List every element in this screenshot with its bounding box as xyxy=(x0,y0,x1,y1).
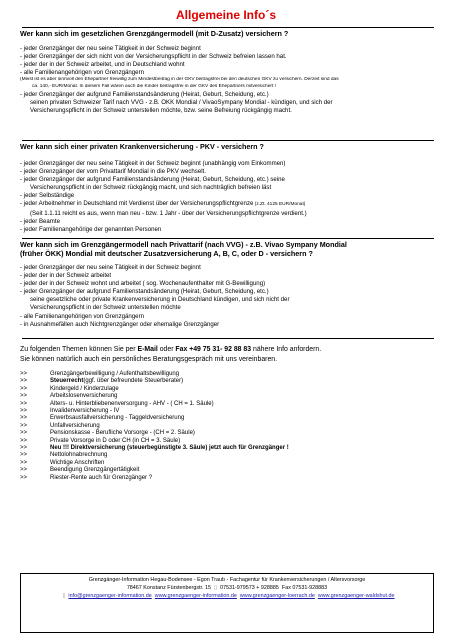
list-item: Versicherungspflicht in der Schweiz rückgängig macht, und sich nachträglich befreien läst xyxy=(30,184,272,192)
topic-text: Grenzgängerbewilligung / Aufenthaltsbewilligung xyxy=(50,371,180,377)
list-item: - jeder Grenzgänger der sich nicht von der Versicherungspflicht in der Schweiz befreien lassen hat. xyxy=(20,53,287,61)
topic-bold-text: Neu !!! Direktversicherung (steuerbegünstigte 3. Säule) jetzt auch für Grenzgänger ! xyxy=(50,445,289,452)
section-divider xyxy=(22,238,434,239)
list-item-text: - jeder Arbeitnehmer in Deutschland mit Verdienst über der Versicherungspflichtgrenze xyxy=(20,200,254,208)
list-item: - jeder Grenzgänger der aufgrund Familienstandsänderung (Heirat, Geburt, Scheidung, etc.) xyxy=(20,288,269,296)
topic-text: Invalidenversicherung - IV xyxy=(50,408,120,415)
income-limit-note: (z.Zt. 4125 EUR/Monat) xyxy=(253,202,306,208)
topic-text: Beendigung Grenzgängertätigkeit xyxy=(50,467,140,474)
arrow-icon: >> xyxy=(20,437,28,444)
footer-web-link[interactable]: www.grenzgaenger-loerrach.de xyxy=(239,593,315,599)
topic-item xyxy=(20,430,440,437)
list-item: - jeder Grenzgänger der neu seine Tätigkeit in der Schweiz beginnt xyxy=(20,264,201,271)
list-item: - jeder der in der Schweiz wohnt und arbeitet ( sog. Wochenaufenthalter mit G-Bewilligung) xyxy=(20,280,266,288)
topic-item xyxy=(20,438,440,445)
email-icon: ▯ xyxy=(62,593,66,599)
section3-heading-line2: (früher ÖKK) Mondial mit deutscher Zusatzversicherung A, B, C, oder D - versichern ? xyxy=(20,249,313,258)
topic-item xyxy=(20,393,440,400)
topic-text: Erwerbsausfallversicherung - Taggeldversicherung xyxy=(50,415,185,422)
arrow-icon: >> xyxy=(20,467,28,474)
list-item: - in Ausnahmefällen auch Nichtgrenzgänger oder ehemalige Grenzgänger xyxy=(20,320,220,328)
arrow-icon: >> xyxy=(20,474,28,481)
topic-item xyxy=(20,386,440,393)
topic-item xyxy=(20,452,440,459)
list-item: - jeder der in der Schweiz arbeitet, und in Deutschland wohnt xyxy=(20,61,185,69)
list-item: - jeder Grenzgänger der aufgrund Familienstandsänderung (Heirat, Geburt, Scheidung, etc.) seine xyxy=(20,176,285,184)
footer-web-link[interactable]: www.grenzgaenger-waldshut.de xyxy=(317,593,395,599)
topics-list xyxy=(20,371,440,482)
page-title: Allgemeine Info´s xyxy=(175,8,276,22)
fax-number: Fax +49 75 31- 92 88 83 xyxy=(175,346,252,353)
topic-text: Pensionskasse - Berufliche Vorsorge - (CH = 2. Säule) xyxy=(50,430,195,437)
contact-intro xyxy=(20,345,440,364)
topic-text: Alters- u. Hinterbliebenenversorgung - AHV - ( CH = 1. Säule) xyxy=(50,400,214,407)
footer-phone: 07531-979573 + 928885 xyxy=(220,585,279,591)
list-item: Versicherungspflicht in der Schweiz unterstellen möchte, bzw. seine Befreiung rückgängig macht. xyxy=(30,106,292,114)
intro-text: oder xyxy=(157,346,176,353)
list-item: (Seit 1.1.11 reicht es aus, wenn man neu - bzw. 1 Jahr - über der Versicherungspflichtgrenze verdient.) xyxy=(30,209,307,217)
section3-list xyxy=(20,264,440,329)
email-label: E-Mail xyxy=(137,346,158,353)
list-item: - jeder Selbständige xyxy=(20,192,75,200)
footer-fax: Fax 07531-928883 xyxy=(281,585,328,591)
phone-icon: ▯ xyxy=(214,585,217,591)
footer-email-link[interactable]: info@grenzgaenger-information.de xyxy=(68,593,152,599)
note-text: ca. 140,- EUR/Monat. In diesem Fall wären auch die Kinder beitragsfrei in der GKV des Ehepartners mitversichert ! xyxy=(32,83,276,89)
section-divider xyxy=(22,338,434,339)
intro-text: Zu folgenden Themen können Sie per xyxy=(20,346,138,353)
topic-item xyxy=(20,423,440,430)
list-item: - jeder Grenzgänger der neu seine Tätigkeit in der Schweiz beginnt xyxy=(20,45,201,52)
arrow-icon: >> xyxy=(20,415,28,422)
footer-contact-line xyxy=(21,584,433,592)
topic-item xyxy=(20,460,440,467)
arrow-icon: >> xyxy=(20,430,28,437)
list-item xyxy=(20,200,440,209)
list-item: - alle Familienangehörigen von Grenzgängern xyxy=(20,312,144,320)
topic-text: Private Vorsorge in D oder CH (in CH = 3. Säule) xyxy=(50,437,181,444)
topic-text: Nettolohnabrechnung xyxy=(50,452,108,459)
topic-text: Arbeitslosenversicherung xyxy=(50,393,118,400)
section-divider xyxy=(22,140,434,141)
topic-item xyxy=(20,371,440,378)
list-item: - jeder der in der Schweiz arbeitet xyxy=(20,272,112,280)
topic-item xyxy=(20,378,440,385)
section2-list xyxy=(20,160,440,234)
topic-item xyxy=(20,467,440,474)
list-item: - jeder Grenzgänger der aufgrund Familienstandsänderung (Heirat, Geburt, Scheidung, etc.) xyxy=(20,90,269,98)
topic-item xyxy=(20,401,440,408)
section3-heading-line1: Wer kann sich im Grenzgängermodell nach Privattarif (nach VVG) - z.B. Vivao Sympany Mondial xyxy=(20,240,347,249)
section3-heading xyxy=(20,240,440,258)
footer-company: Grenzgänger-Information Hegau-Bodensee - Egon Traub - Fachagentur für Krankenversicherungen / Altersvorsorge xyxy=(88,577,366,583)
arrow-icon: >> xyxy=(20,385,28,392)
topic-text: Unfallversicherung xyxy=(50,422,100,429)
topic-item xyxy=(20,445,440,452)
arrow-icon: >> xyxy=(20,378,28,385)
topic-text: Wichtige Anschriften xyxy=(50,459,105,466)
arrow-icon: >> xyxy=(20,371,28,377)
arrow-icon: >> xyxy=(20,422,28,429)
footer-box xyxy=(20,573,434,633)
arrow-icon: >> xyxy=(20,400,28,407)
list-item: seine gesetzliche oder private Krankenversicherung in Deutschland kündigen, und sich nicht der xyxy=(30,296,290,304)
section1-list xyxy=(20,45,440,115)
arrow-icon: >> xyxy=(20,408,28,415)
list-item: - alle Familienangehörigen von Grenzgängern xyxy=(20,69,144,77)
arrow-icon: >> xyxy=(20,452,28,459)
list-item: Versicherungspflicht in der Schweiz unterstellen möchte xyxy=(30,304,181,312)
section1-heading: Wer kann sich im gesetzlichen Grenzgängermodell (mit D-Zusatz) versichern ? xyxy=(20,29,289,38)
arrow-icon: >> xyxy=(20,459,28,466)
topic-text: (ggf. über befreundete Steuerberater) xyxy=(83,378,184,385)
list-item: - jeder Familienangehörige der genannten Personen xyxy=(20,225,162,233)
list-item: - jeder Beamte xyxy=(20,217,60,225)
topic-text: Kindergeld / Kinderzulage xyxy=(50,385,119,392)
note-text: (Meist ist es aber sinnvoll den Ehepartner freiwillig zum Mindestbeitrag in der GKV beitragsfrei bei den deutschen GKV zu versichern. Derzeit sind das xyxy=(20,77,339,83)
section-divider xyxy=(22,27,434,28)
section2-heading: Wer kann sich einer privaten Krankenversicherung - PKV - versichern ? xyxy=(20,142,264,151)
footer-web-link[interactable]: www.grenzgaenger-information.de xyxy=(154,593,237,599)
topic-item xyxy=(20,408,440,415)
intro-line xyxy=(20,345,440,355)
intro-line: Sie können natürlich auch ein persönliches Beratungsgespräch mit uns vereinbaren. xyxy=(20,355,278,363)
footer-links-line xyxy=(21,592,433,600)
intro-text: nähere Info anfordern. xyxy=(251,346,322,353)
list-item: - jeder Grenzgänger der neu seine Tätigkeit in der Schweiz beginnt (unabhängig vom Einkommen) xyxy=(20,160,286,167)
topic-item xyxy=(20,415,440,422)
arrow-icon: >> xyxy=(20,445,28,452)
topic-item xyxy=(20,475,440,482)
footer-address: 78467 Konstanz Fürstenbergstr. 15 xyxy=(126,585,212,591)
topic-bold-text: Steuerrecht xyxy=(50,378,84,385)
arrow-icon: >> xyxy=(20,393,28,400)
list-item: seinen privaten Schweizer Tarif nach VVG - z.B. ÖKK Mondial / VivaoSympany Mondial - kündigen, und sich der xyxy=(30,98,333,106)
list-item: - jeder Grenzgänger der vom Privattarif Mondial in die PKV wechselt. xyxy=(20,168,206,176)
topic-text: Riester-Rente auch für Grenzgänger ? xyxy=(50,474,153,481)
